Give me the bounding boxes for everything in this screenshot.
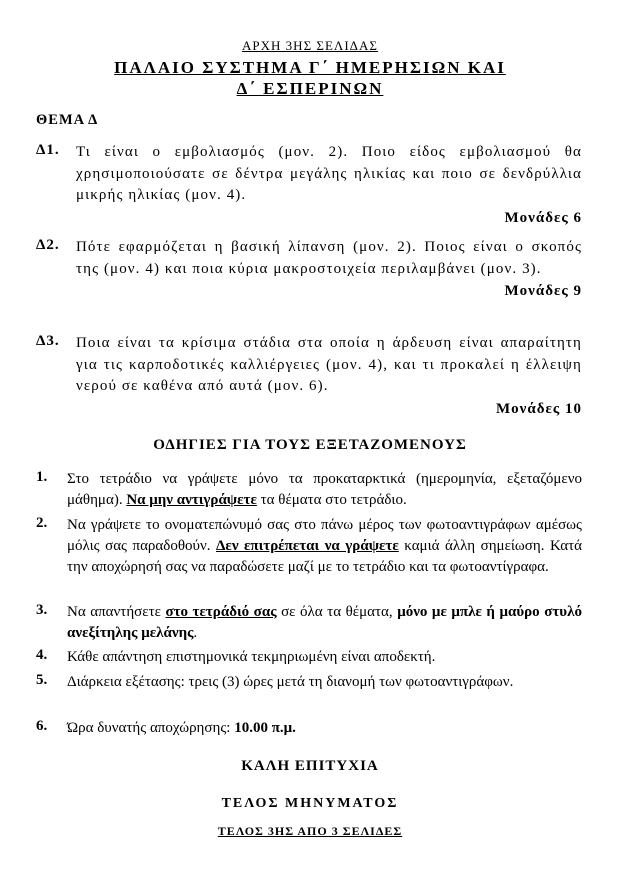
question-text: Ποια είναι τα κρίσιμα στάδια στα οποία η άρδευση είναι απαραίτητη για τις καρποδοτικές καλλιέργειες (μον. 4), και τι προκαλεί η έλλειψη νερού σε καθένα από αυτά (μον. 6). (76, 335, 582, 394)
end-page-label: ΤΕΛΟΣ 3ΗΣ ΑΠΟ 3 ΣΕΛΙΔΕΣ (217, 824, 403, 838)
departure-time: 10.00 π.μ. (234, 720, 296, 736)
instruction-number: 2. (36, 515, 48, 531)
instruction-number: 6. (36, 718, 48, 734)
instruction-item-6 (36, 718, 582, 739)
instruction-item-5 (36, 672, 582, 693)
instruction-number: 1. (36, 469, 48, 485)
exam-title-line1: ΠΑΛΑΙΟ ΣΥΣΤΗΜΑ Γ΄ ΗΜΕΡΗΣΙΩΝ ΚΑΙ (114, 58, 506, 77)
question-marks: Μονάδες 6 (504, 209, 582, 226)
question-marks: Μονάδες 10 (495, 400, 582, 417)
question-d3 (36, 333, 582, 420)
instruction-text-part: Να απαντήσετε (67, 604, 166, 620)
instruction-item-4 (36, 647, 582, 668)
question-text: Τι είναι ο εμβολιασμός (μον. 2). Ποιο είδος εμβολιασμού θα χρησιμοποιούσατε σε δέντρα μεγάλης ηλικίας και ποιο σε δενδρύλλια μικρής ηλικίας (μον. 4). (76, 144, 582, 203)
instruction-text: Διάρκεια εξέτασης: τρεις (3) ώρες μετά τη διανομή των φωτοαντιγράφων. (67, 674, 514, 690)
instruction-number: 5. (36, 672, 48, 688)
instruction-text-part: Ώρα δυνατής αποχώρησης: (67, 720, 235, 736)
question-d1 (36, 142, 582, 229)
end-message-text: ΤΕΛΟΣ ΜΗΝΥΜΑΤΟΣ (221, 796, 399, 811)
instruction-text-part: . (193, 625, 198, 641)
instruction-text: Κάθε απάντηση επιστημονικά τεκμηριωμένη είναι αποδεκτή. (67, 649, 436, 665)
page-start-label: ΑΡΧΗ 3ΗΣ ΣΕΛΙΔΑΣ (242, 38, 378, 53)
good-luck-text: ΚΑΛΗ ΕΠΙΤΥΧΙΑ (241, 758, 379, 774)
instruction-item-3 (36, 602, 582, 644)
exam-title-line2: Δ΄ ΕΣΠΕΡΙΝΩΝ (236, 79, 384, 98)
instruction-text (67, 718, 582, 739)
question-number: Δ2. (36, 237, 60, 253)
instruction-item-1 (36, 469, 582, 511)
instruction-number: 3. (36, 602, 48, 618)
question-number: Δ1. (36, 142, 60, 158)
section-title: ΘΕΜΑ Δ (36, 112, 99, 128)
instruction-text (67, 515, 582, 578)
instruction-emphasis: Να μην αντιγράψετε (126, 492, 257, 508)
instruction-text (67, 469, 582, 511)
question-marks: Μονάδες 9 (504, 283, 582, 299)
instruction-emphasis: μόνο με μπλε ή μαύρο στυλό ανεξίτηλης μελάνης (67, 604, 582, 641)
instruction-text-part: τα θέματα στο τετράδιο. (256, 492, 407, 508)
question-d2 (36, 237, 582, 302)
instruction-text-part: σε όλα τα θέματα, (276, 604, 398, 620)
instruction-text (67, 602, 582, 644)
instruction-text-part: Να γράψετε το ονοματεπώνυμό σας στο πάνω μέρος των φωτοαντιγράφων αμέσως μόλις σας παραδοθούν. (67, 517, 582, 554)
question-text: Πότε εφαρμόζεται η βασική λίπανση (μον. 2). Ποιος είναι ο σκοπός της (μον. 4) και ποια κύρια μακροστοιχεία περιλαμβάνει (μον. 3). (76, 239, 582, 277)
instructions-title: ΟΔΗΓΙΕΣ ΓΙΑ ΤΟΥΣ ΕΞΕΤΑΖΟΜΕΝΟΥΣ (153, 437, 467, 453)
instruction-text-part: καμιά άλλη σημείωση. Κατά την αποχώρησή σας να παραδώσετε μαζί με το τετράδιο και τα φωτοαντίγραφα. (67, 538, 582, 575)
instruction-number: 4. (36, 647, 48, 663)
instruction-emphasis: στο τετράδιό σας (165, 604, 277, 620)
instruction-text-part: Στο τετράδιο να γράψετε μόνο τα προκαταρκτικά (ημερομηνία, εξεταζόμενο μάθημα). (67, 471, 582, 508)
question-number: Δ3. (36, 333, 60, 349)
instruction-item-2 (36, 515, 582, 578)
instruction-emphasis: Δεν επιτρέπεται να γράψετε (216, 538, 399, 554)
